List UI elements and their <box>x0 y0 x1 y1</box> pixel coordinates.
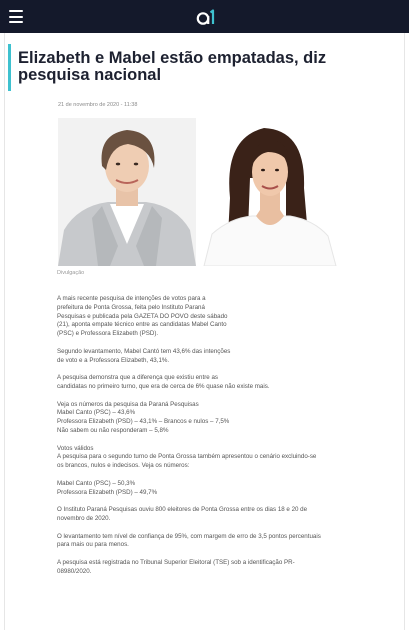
paragraph-line: A mais recente pesquisa de intenções de votos para a <box>57 295 206 302</box>
article-body <box>57 295 347 585</box>
top-navigation-bar <box>0 0 409 33</box>
paragraph-line: de voto e a Professora Elizabeth, 43,1%. <box>57 356 170 364</box>
photo-elizabeth <box>58 118 196 266</box>
hamburger-menu-button[interactable] <box>9 10 23 23</box>
paragraph-line: Mabel Canto (PSC) – 50,3% <box>57 479 136 487</box>
article-title: Elizabeth e Mabel estão empatadas, diz pesquisa nacional <box>18 49 327 84</box>
paragraph-line: 08980/2020. <box>57 567 92 575</box>
article-paragraph <box>57 480 347 498</box>
portrait-elizabeth-image <box>58 118 196 266</box>
paragraph-line: prefeitura de Ponta Grossa, feita pelo Instituto Paraná <box>57 303 205 311</box>
hamburger-line <box>9 21 23 23</box>
paragraph-line: Votos válidos <box>57 444 94 452</box>
site-logo[interactable] <box>196 8 216 26</box>
article-paragraph <box>57 374 347 392</box>
paragraph-line: Pesquisas e publicada pela GAZETA DO POVO deste sábado <box>57 312 228 320</box>
paragraph-line: novembro de 2020. <box>57 514 111 522</box>
photo-mabel <box>202 118 340 266</box>
paragraph-line: Professora Elizabeth (PSD) – 43,1% – Brancos e nulos – 7,5% <box>57 418 230 426</box>
paragraph-line: A pesquisa está registrada no Tribunal Superior Eleitoral (TSE) sob a identificação PR- <box>57 558 295 566</box>
paragraph-line: O Instituto Paraná Pesquisas ouviu 800 eleitores de Ponta Grossa entre os dias 18 e 20 de <box>57 506 308 514</box>
paragraph-line: A pesquisa para o segundo turno de Ponta Grossa também apresentou o cenário excluindo-se <box>57 453 317 461</box>
paragraph-line: Não sabem ou não responderam – 5,8% <box>57 426 169 434</box>
paragraph-line: (PSC) e Professora Elizabeth (PSD). <box>57 330 159 338</box>
image-caption: Divulgação <box>57 270 85 276</box>
article-paragraph <box>57 506 347 524</box>
article-paragraph <box>57 401 347 436</box>
paragraph-line: para mais ou para menos. <box>57 541 129 549</box>
hamburger-line <box>9 10 23 12</box>
paragraph-line: Veja os números da pesquisa da Paraná Pesquisas <box>57 400 199 408</box>
article-paragraph <box>57 533 347 551</box>
paragraph-line: A pesquisa demonstra que a diferença que existiu entre as <box>57 374 218 382</box>
paragraph-line: (21), aponta empate técnico entre as candidatas Mabel Canto <box>57 321 227 329</box>
paragraph-line: Professora Elizabeth (PSD) – 49,7% <box>57 488 158 496</box>
paragraph-line: O levantamento tem nível de confiança de 95%, com margem de erro de 3,5 pontos percentuais <box>57 532 321 540</box>
article-title-block <box>8 44 402 91</box>
a1-logo-icon <box>196 8 216 26</box>
article-paragraph <box>57 559 347 577</box>
hamburger-line <box>9 16 23 18</box>
paragraph-line: Segundo levantamento, Mabel Cantó tem 43,6% das intenções <box>57 347 231 355</box>
article-paragraph <box>57 445 347 471</box>
paragraph-line: os brancos, nulos e indecisos. Veja os números: <box>57 462 190 470</box>
article-paragraph <box>57 295 347 339</box>
publish-date: 21 de novembro de 2020 - 11:38 <box>58 102 138 108</box>
paragraph-line: candidatas no primeiro turno, que era de cerca de 6% quase não existe mais. <box>57 382 270 390</box>
article-paragraph <box>57 348 347 366</box>
portrait-mabel-image <box>202 118 340 266</box>
paragraph-line: Mabel Canto (PSC) – 43,6% <box>57 409 136 417</box>
